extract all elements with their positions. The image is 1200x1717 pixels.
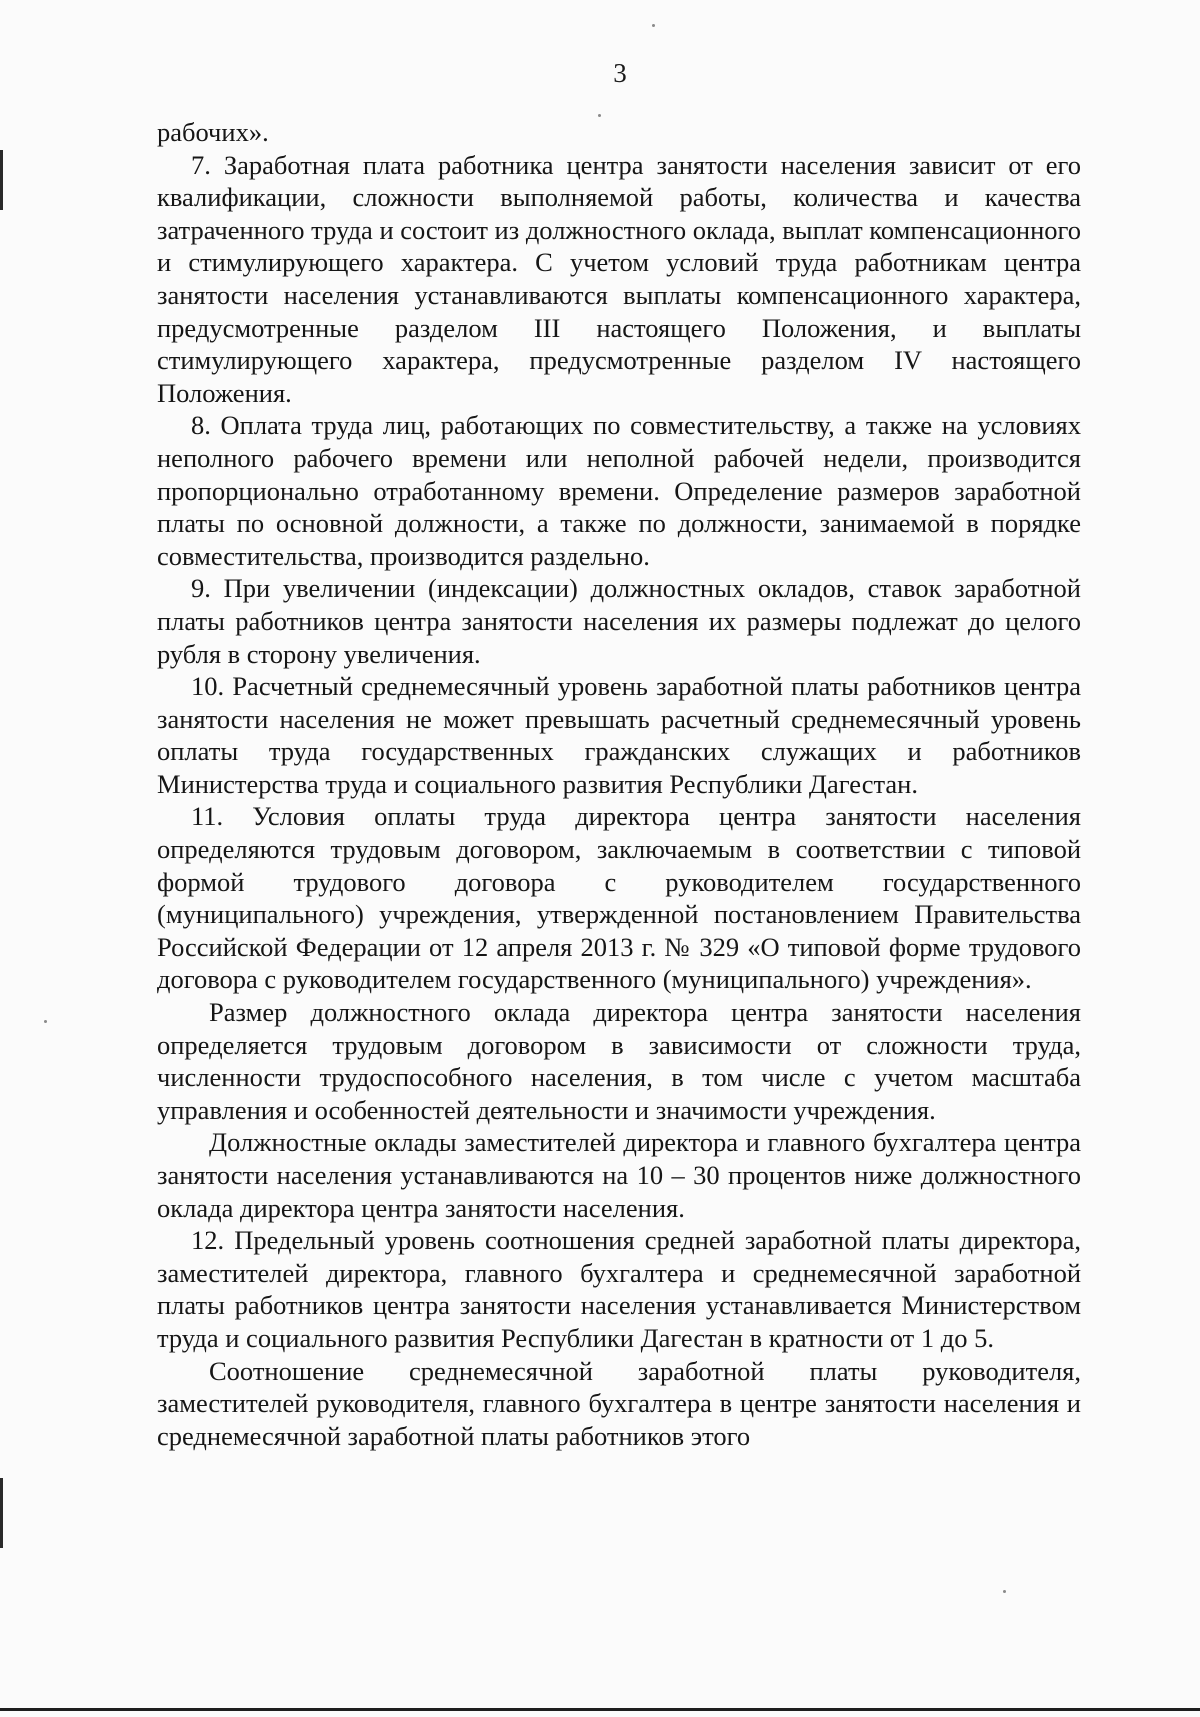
paragraph-item-7: 7. Заработная плата работника центра занятости населения зависит от его квалификации, сложности выполняемой работы, количества и качества затраченного труда и состоит из должностного оклада, выплат компенсационного и стимулирующего характера. С учетом условий труда работникам центра занятости населения устанавливаются выплаты компенсационного характера, предусмотренные разделом III настоящего Положения, и выплаты стимулирующего характера, предусмотренные разделом IV настоящего Положения. bbox=[157, 149, 1082, 408]
scan-speck bbox=[652, 24, 655, 27]
paragraph-salary-ratio: Соотношение среднемесячной заработной платы руководителя, заместителей руководителя, главного бухгалтера в центре занятости населения и среднемесячной заработной платы работников этого bbox=[157, 1355, 1081, 1451]
scan-edge-line bbox=[0, 1708, 1200, 1711]
scan-edge-mark bbox=[0, 150, 3, 210]
paragraph-continuation: рабочих». bbox=[157, 117, 269, 147]
paragraph-item-12: 12. Предельный уровень соотношения средней заработной платы директора, заместителей директора, главного бухгалтера и среднемесячной заработной платы работников центра занятости населения устанавливается Министерством труда и социального развития Республики Дагестан в кратности от 1 до 5. bbox=[157, 1225, 1081, 1353]
document-body bbox=[157, 116, 1081, 1452]
paragraph-director-salary: Размер должностного оклада директора центра занятости населения определяется трудовым договором в зависимости от сложности труда, численности трудоспособного населения, в том числе с учетом масштаба управления и особенностей деятельности и значимости учреждения. bbox=[157, 997, 1081, 1125]
paragraph-item-10: 10. Расчетный среднемесячный уровень заработной платы работников центра занятости населения не может превышать расчетный среднемесячный уровень оплаты труда государственных гражданских служащих и работников Министерства труда и социального развития Республики Дагестан. bbox=[157, 671, 1081, 799]
scan-edge-mark bbox=[0, 1478, 3, 1548]
paragraph-item-9: 9. При увеличении (индексации) должностных окладов, ставок заработной платы работников центра занятости населения их размеры подлежат до целого рубля в сторону увеличения. bbox=[157, 573, 1081, 669]
paragraph-item-11: 11. Условия оплаты труда директора центра занятости населения определяются трудовым договором, заключаемым в соответствии с типовой формой трудового договора с руководителем государственного (муниципального) учреждения, утвержденной постановлением Правительства Российской Федерации от 12 апреля 2013 г. № 329 «О типовой форме трудового договора с руководителем государственного (муниципального) учреждения». bbox=[157, 801, 1081, 995]
page-number: 3 bbox=[613, 58, 627, 88]
paragraph-item-8: 8. Оплата труда лиц, работающих по совместительству, а также на условиях неполного рабочего времени или неполной рабочей недели, производится пропорционально отработанному времени. Определение размеров заработной платы по основной должности, а также по должности, занимаемой в порядке совместительства, производится раздельно. bbox=[157, 410, 1081, 571]
paragraph-deputy-salaries: Должностные оклады заместителей директора и главного бухгалтера центра занятости населения устанавливаются на 10 – 30 процентов ниже должностного оклада директора центра занятости населения. bbox=[157, 1127, 1081, 1223]
scan-speck bbox=[44, 1020, 47, 1023]
scan-speck bbox=[1003, 1590, 1006, 1593]
